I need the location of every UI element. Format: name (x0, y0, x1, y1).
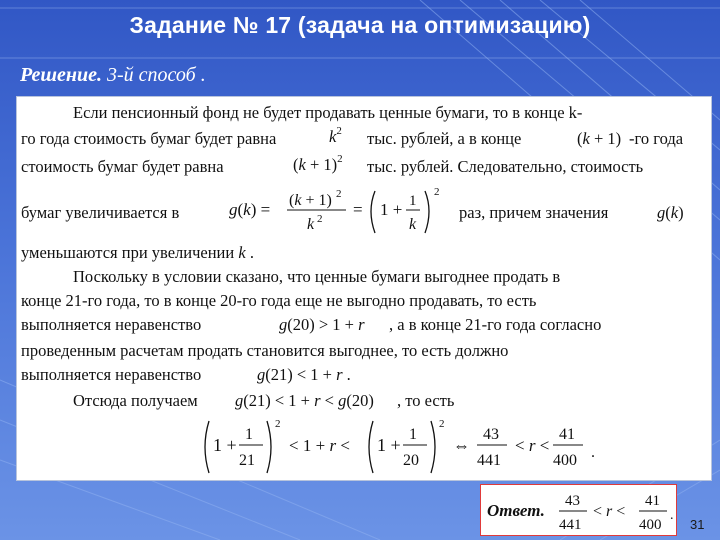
svg-text:1: 1 (409, 193, 417, 209)
answer-label: Ответ. (487, 501, 545, 520)
svg-text:g(k) =: g(k) = (229, 200, 271, 219)
text-line-8a: выполняется неравенство (21, 315, 202, 334)
svg-text:2: 2 (439, 418, 445, 430)
subtitle-rest: 3-й способ . (102, 64, 206, 86)
svg-text:=: = (353, 200, 363, 219)
svg-text:< 1 + r <: < 1 + r < (289, 436, 350, 455)
text-line-2b: тыс. рублей, а в конце (367, 129, 522, 148)
formula-k-plus-1: (k + 1) (577, 129, 622, 148)
svg-text:2: 2 (336, 188, 342, 200)
subtitle-bold: Решение. (20, 64, 103, 86)
text-line-8b: , а в конце 21-го года согласно (389, 315, 602, 334)
text-line-10: выполняется неравенство (21, 365, 202, 384)
text-line-11b: , то есть (397, 391, 455, 410)
text-line-3a: стоимость бумаг будет равна (21, 157, 224, 176)
text-line-7: конце 21-го года, то в конце 20-го года еще не выгодно продавать, то есть (21, 291, 537, 310)
answer-formula (481, 485, 678, 537)
svg-text:20: 20 (403, 452, 419, 469)
svg-text:k: k (409, 216, 417, 233)
svg-text:< r <: < r < (515, 436, 550, 455)
text-line-3b: тыс. рублей. Следовательно, стоимость (367, 157, 644, 176)
text-line-5: уменьшаются при увеличении k . (21, 243, 254, 262)
solution-heading (20, 64, 206, 87)
svg-text:⇔: ⇔ (453, 436, 470, 455)
page-number: 31 (690, 517, 705, 532)
text-line-6: Поскольку в условии сказано, что ценные бумаги выгоднее продать в (73, 267, 561, 286)
answer-numerator-1: 43 (565, 493, 580, 509)
svg-text:2: 2 (275, 418, 281, 430)
formula-g-k: g(k) (657, 203, 684, 222)
text-line-9: проведенным расчетам продать становится выгоднее, то есть должно (21, 341, 509, 360)
text-line-2c: -го года (629, 129, 684, 148)
formula-k-plus-1-squared: $(k + 1)^2$ (293, 153, 343, 174)
svg-text:.: . (591, 444, 595, 461)
answer-box (480, 484, 677, 536)
svg-text:.: . (670, 508, 674, 523)
svg-text:1: 1 (409, 426, 417, 443)
svg-text:441: 441 (477, 452, 501, 469)
formula-k-squared: $k^2$ (329, 125, 342, 146)
formula-g20-inequality: g(20) > 1 + r (279, 315, 365, 334)
text-line-1: Если пенсионный фонд не будет продавать ценные бумаги, то в конце k- (73, 103, 583, 122)
svg-text:2: 2 (434, 186, 440, 198)
svg-text:1 +: 1 + (377, 435, 401, 455)
svg-text:< r <: < r < (593, 503, 626, 520)
svg-text:(k + 1): (k + 1) (289, 192, 332, 209)
svg-text:1 +: 1 + (380, 200, 403, 219)
formula-double-inequality: g(21) < 1 + r < g(20) (235, 391, 374, 410)
answer-numerator-2: 41 (645, 493, 660, 509)
svg-text:2: 2 (317, 213, 323, 225)
text-line-5-words: уменьшаются при увеличении (21, 243, 235, 262)
svg-text:43: 43 (483, 426, 499, 443)
formula-g21-inequality: g(21) < 1 + r . (257, 365, 351, 384)
text-line-11a: Отсюда получаем (73, 391, 198, 410)
answer-denominator-1: 441 (559, 517, 582, 533)
svg-text:400: 400 (553, 452, 577, 469)
solution-panel (16, 96, 712, 481)
text-line-4a: бумаг увеличивается в (21, 203, 180, 222)
slide-title: Задание № 17 (задача на оптимизацию) (129, 12, 591, 38)
text-line-2a: го года стоимость бумаг будет равна (21, 129, 277, 148)
formula-final-inequality (197, 417, 637, 477)
text-line-4b: раз, причем значения (459, 203, 609, 222)
svg-text:1: 1 (245, 426, 253, 443)
svg-text:1 +: 1 + (213, 435, 237, 455)
answer-denominator-2: 400 (639, 517, 662, 533)
formula-g-of-k (229, 185, 459, 241)
svg-text:41: 41 (559, 426, 575, 443)
svg-text:21: 21 (239, 452, 255, 469)
svg-text:k: k (307, 216, 315, 233)
